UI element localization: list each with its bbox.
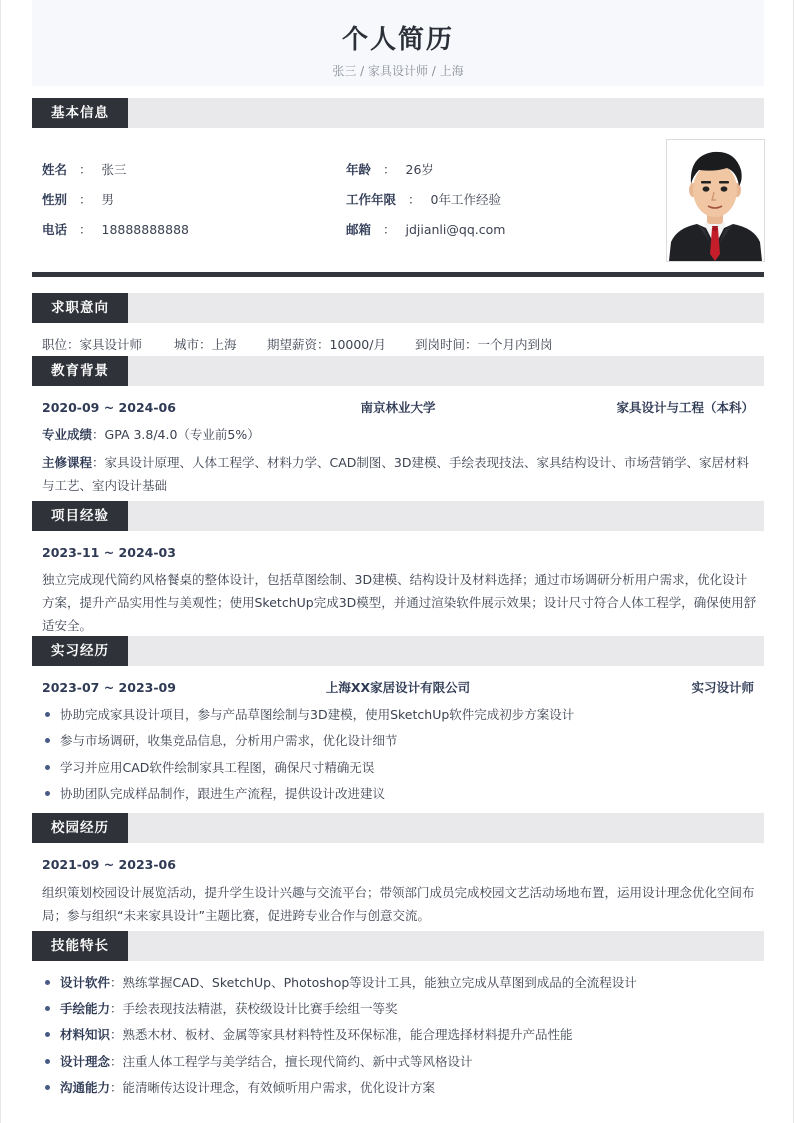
- education-date: 2020-09 ~ 2024-06: [42, 400, 176, 415]
- section-title: 校园经历: [32, 813, 128, 843]
- internship-date: 2023-07 ~ 2023-09: [42, 680, 176, 695]
- bullet-icon: [45, 1032, 50, 1037]
- campus-description: 组织策划校园设计展览活动，提升学生设计兴趣与交流平台；带领部门成员完成校园文艺活动场地布置，运用设计理念优化空间布局；参与组织“未来家具设计”主题比赛，促进跨专业合作与创意交流。: [42, 885, 755, 923]
- list-item: 设计理念：注重人体工程学与美学结合，擅长现代简约、新中式等风格设计: [42, 1052, 757, 1072]
- education-courses: [42, 451, 757, 497]
- field-gender: [42, 190, 114, 210]
- phone-label: 电话: [42, 222, 68, 237]
- section-title: 求职意向: [32, 293, 128, 323]
- email-label: 邮箱: [346, 222, 372, 237]
- colon: ：: [79, 162, 92, 177]
- section-project: [32, 501, 764, 531]
- list-item: 手绘能力：手绘表现技法精湛，获校级设计比赛手绘组一等奖: [42, 999, 757, 1019]
- years-value: 0年工作经验: [430, 192, 501, 207]
- page-title: 个人简历: [341, 25, 454, 55]
- section-education: [32, 356, 764, 386]
- courses-value: ：家具设计原理、人体工程学、材料力学、CAD制图、3D建模、手绘表现技法、家具结构设计、市场营销学、家居材料与工艺、室内设计基础: [42, 455, 750, 493]
- bullet-icon: [45, 791, 50, 796]
- education-school: 南京林业大学: [360, 400, 436, 415]
- resume-header: [32, 0, 764, 86]
- bullet-icon: [45, 1085, 50, 1090]
- list-item: 参与市场调研，收集竞品信息，分析用户需求，优化设计细节: [42, 731, 757, 751]
- intent-salary: 期望薪资：10000/月: [267, 337, 386, 352]
- colon: ：: [79, 222, 92, 237]
- section-job-intent: [32, 293, 764, 323]
- field-phone: [42, 220, 189, 240]
- intent-start: 到岗时间：一个月内到岗: [415, 337, 553, 352]
- bullet-icon: [45, 1059, 50, 1064]
- name-value: 张三: [101, 162, 127, 177]
- bullet-icon: [45, 980, 50, 985]
- intent-city: 城市：上海: [174, 337, 237, 352]
- name-label: 姓名: [42, 162, 68, 177]
- list-item: 沟通能力：能清晰传达设计理念，有效倾听用户需求，优化设计方案: [42, 1078, 757, 1098]
- colon: ：: [383, 222, 396, 237]
- field-years: [346, 190, 501, 210]
- education-major: 家具设计与工程（本科）: [616, 400, 754, 415]
- field-age: [346, 160, 434, 180]
- bullet-icon: [45, 738, 50, 743]
- intent-position: 职位：家具设计师: [42, 337, 143, 352]
- education-gpa: [42, 425, 260, 445]
- phone-value: 18888888888: [101, 222, 189, 237]
- gender-value: 男: [101, 192, 115, 207]
- age-label: 年龄: [346, 162, 372, 177]
- list-item: 学习并应用CAD软件绘制家具工程图，确保尺寸精确无误: [42, 758, 757, 778]
- section-skills: [32, 931, 764, 961]
- colon: ：: [408, 192, 421, 207]
- email-value: jdjianli@qq.com: [405, 222, 506, 237]
- section-title: 项目经验: [32, 501, 128, 531]
- gpa-label: 专业成绩: [42, 427, 93, 442]
- project-description: 独立完成现代简约风格餐桌的整体设计，包括草图绘制、3D建模、结构设计及材料选择；通过市场调研分析用户需求，优化设计方案，提升产品实用性与美观性；使用SketchUp完成3D模型，并通过渲染软件展示效果；设计尺寸符合人体工程学，确保使用舒适安全。: [42, 572, 757, 633]
- section-internship: [32, 636, 764, 666]
- project-date: 2023-11 ~ 2024-03: [42, 545, 176, 560]
- field-email: [346, 220, 505, 240]
- section-title: 教育背景: [32, 356, 128, 386]
- campus-date: 2021-09 ~ 2023-06: [42, 857, 176, 872]
- colon: ：: [383, 162, 396, 177]
- page-subtitle: 张三 / 家具设计师 / 上海: [332, 64, 464, 78]
- section-title: 基本信息: [32, 98, 128, 128]
- avatar-photo: [666, 139, 765, 262]
- internship-company: 上海XX家居设计有限公司: [325, 680, 471, 695]
- courses-label: 主修课程: [42, 455, 93, 470]
- list-item: 材料知识：熟悉木材、板材、金属等家具材料特性及环保标准，能合理选择材料提升产品性能: [42, 1025, 757, 1045]
- avatar-illustration: [667, 140, 764, 261]
- divider: [32, 272, 764, 277]
- list-item: 设计软件：熟练掌握CAD、SketchUp、Photoshop等设计工具，能独立完成从草图到成品的全流程设计: [42, 973, 757, 993]
- bullet-icon: [45, 1006, 50, 1011]
- gpa-value: ：GPA 3.8/4.0（专业前5%）: [92, 427, 260, 442]
- section-title: 实习经历: [32, 636, 128, 666]
- colon: ：: [79, 192, 92, 207]
- field-name: [42, 160, 127, 180]
- age-value: 26岁: [405, 162, 434, 177]
- section-basic-info: [32, 98, 764, 128]
- section-title: 技能特长: [32, 931, 128, 961]
- gender-label: 性别: [42, 192, 68, 207]
- list-item: 协助团队完成样品制作，跟进生产流程，提供设计改进建议: [42, 784, 757, 804]
- list-item: 协助完成家具设计项目，参与产品草图绘制与3D建模，使用SketchUp软件完成初步方案设计: [42, 705, 757, 725]
- bullet-icon: [45, 765, 50, 770]
- internship-role: 实习设计师: [691, 680, 754, 695]
- section-campus: [32, 813, 764, 843]
- bullet-icon: [45, 712, 50, 717]
- years-label: 工作年限: [346, 192, 397, 207]
